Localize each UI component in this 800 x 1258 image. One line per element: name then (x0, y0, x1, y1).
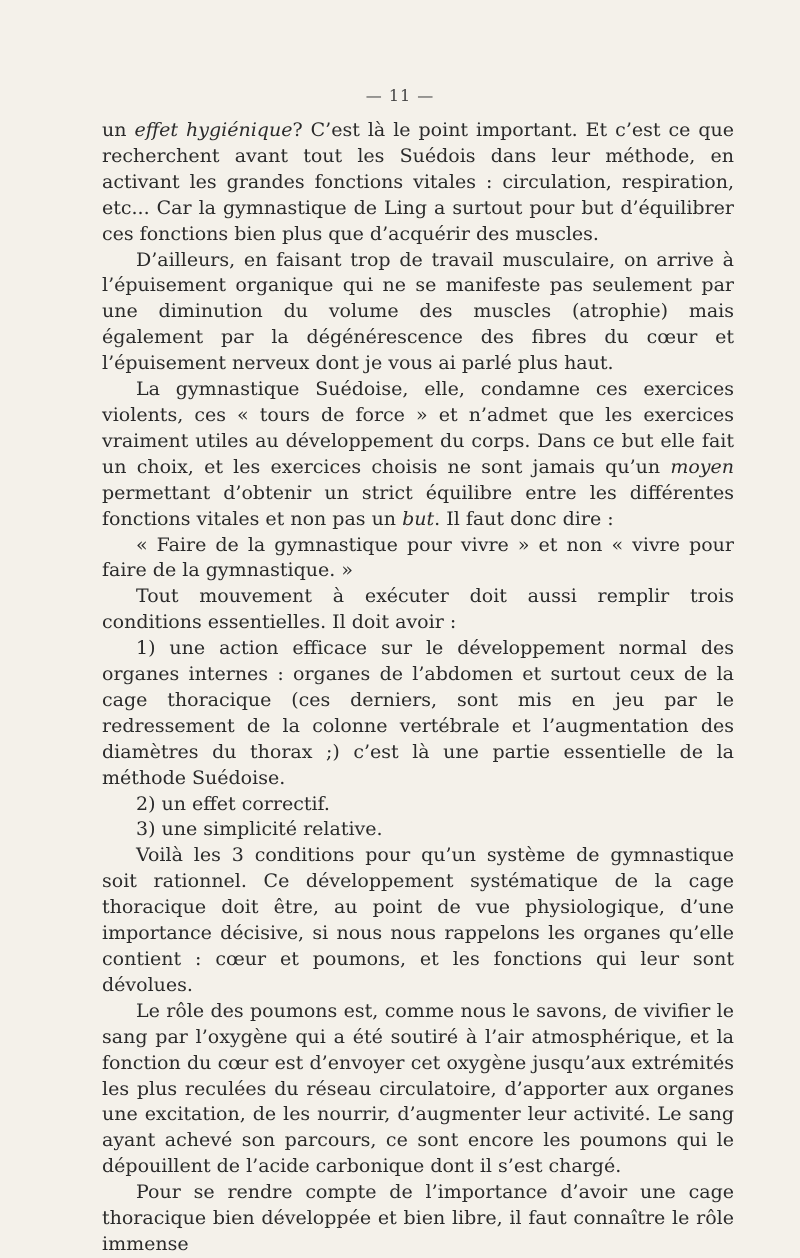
paragraph: « Faire de la gymnastique pour vivre » et non « vivre pour faire de la gymnastique. » (102, 533, 734, 582)
text-run: ? C’est là le point important. Et c’est ce que recherchent avant tout les Suédois dans leur méthode, en activant les grandes fonctions vitales : circulation, respiration, etc... Car la gymnastique de Ling a surtout pour but d’équilibrer ces fonctions bien plus que d’acquérir des muscles. (102, 119, 734, 245)
text-run: . Il faut donc dire : (434, 507, 614, 530)
paragraph: 2) un effet correctif. (136, 792, 330, 815)
text-run: permettant d’obtenir un strict équilibre entre les différentes fonctions vitales et non pas un (102, 481, 734, 530)
paragraph: 1) une action efficace sur le développement normal des organes internes : organes de l’abdomen et surtout ceux de la cage thoracique (ces derniers, sont mis en jeu par le redressement de la colonne vertébrale et l’augmentation des diamètres du thorax ;) c’est là une partie essentielle de la méthode Suédoise. (102, 637, 734, 789)
paragraph: 3) une simplicité relative. (136, 818, 383, 841)
paragraph: Pour se rendre compte de l’importance d’avoir une cage thoracique bien développée et bien libre, il faut connaître le rôle immense (102, 1181, 734, 1255)
paragraph (102, 377, 734, 532)
paragraph: Tout mouvement à exécuter doit aussi remplir trois conditions essentielles. Il doit avoir : (102, 585, 734, 634)
page-number: — 11 — (365, 86, 435, 105)
text-run: un (102, 119, 135, 141)
paragraph: Voilà les 3 conditions pour qu’un système de gymnastique soit rationnel. Ce développement systématique de la cage thoracique doit être, au point de vue physiologique, d’une importance décisive, si nous nous rappelons les organes qu’elle contient : cœur et poumons, et les fonctions qui leur sont dévolues. (102, 844, 734, 996)
italic-term: moyen (670, 455, 734, 478)
paragraph: D’ailleurs, en faisant trop de travail musculaire, on arrive à l’épuisement organique qui ne se manifeste pas seulement par une diminution du volume des muscles (atrophie) mais également par la dégénérescence des fibres du cœur et l’épuisement nerveux dont je vous ai parlé plus haut. (102, 248, 734, 375)
italic-term: effet hygiénique (134, 119, 293, 141)
paragraph: Le rôle des poumons est, comme nous le savons, de vivifier le sang par l’oxygène qui a été soutiré à l’air atmosphérique, et la fonction du cœur est d’envoyer cet oxygène jusqu’aux extrémités les plus reculées du réseau circulatoire, d’apporter aux organes une excitation, de les nourrir, d’augmenter leur activité. Le sang ayant achevé son parcours, ce sont encore les poumons qui le dépouillent de l’acide carbonique dont il s’est chargé. (102, 999, 734, 1178)
paragraph (102, 118, 734, 248)
text-run: La gymnastique Suédoise, elle, condamne ces exercices violents, ces « tours de force » et n’admet que les exercices vraiment utiles au développement du corps. Dans ce but elle fait un choix, et les exercices choisis ne sont jamais qu’un (102, 378, 734, 478)
italic-term: but (402, 507, 435, 530)
body-text (102, 118, 734, 1258)
